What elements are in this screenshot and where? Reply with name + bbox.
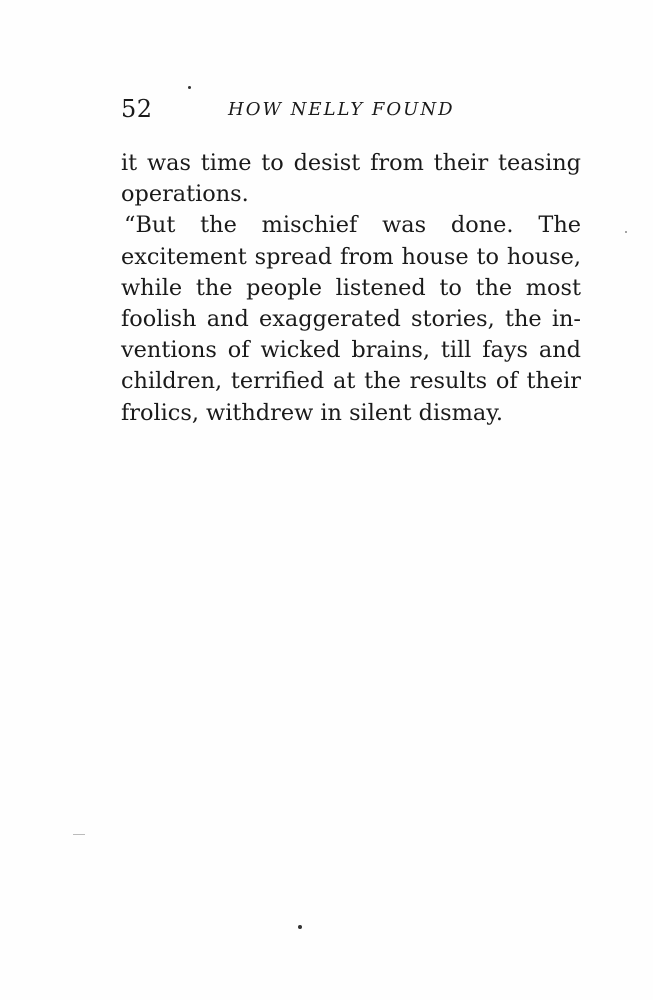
paragraph-last-line: frolics, withdrew in silent dismay. [121,399,504,426]
print-speck [188,86,191,89]
print-speck [625,231,627,233]
paragraph-first-line: “But the mischief was done. The [124,212,581,239]
print-speck [73,834,85,835]
text-line: it was time to desist from their teasing [121,150,581,176]
text-line: children, terrified at the results of their [121,368,581,395]
text-line: ventions of wicked brains, till fays and [121,337,581,364]
body-text [121,148,581,429]
page-number: 52 [121,95,153,123]
text-line: excitement spread from house to house, [121,243,581,270]
text-line: operations. [121,181,249,208]
print-speck [298,925,302,929]
running-head: HOW NELLY FOUND [228,99,455,120]
text-line: foolish and exaggerated stories, the in- [121,306,581,333]
text-line: while the people listened to the most [121,274,581,301]
